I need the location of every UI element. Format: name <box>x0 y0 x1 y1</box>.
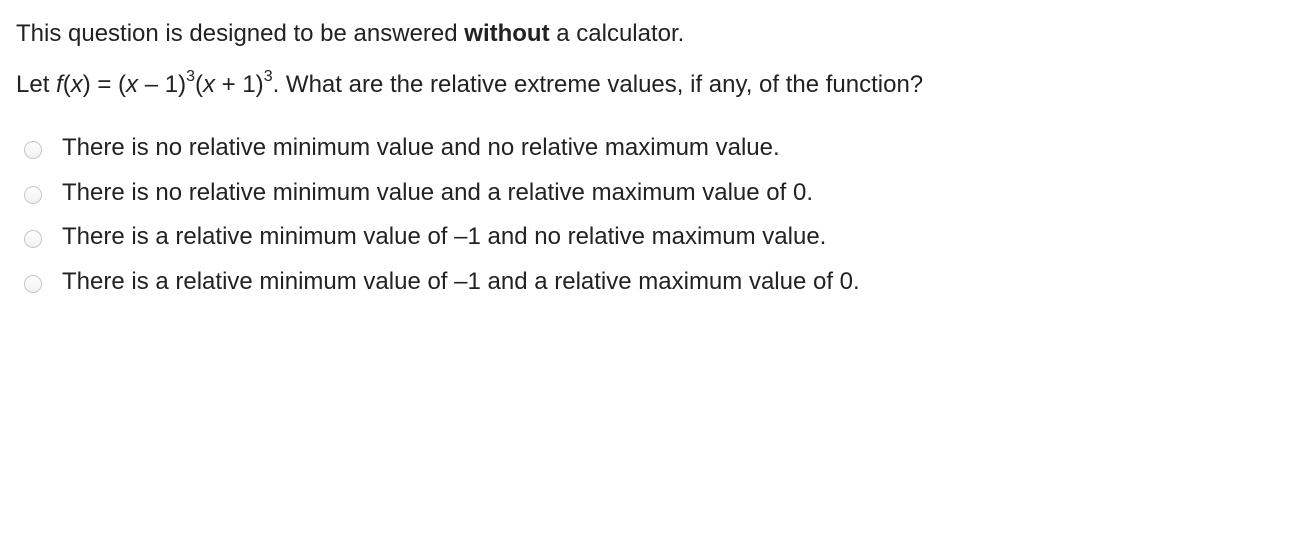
answer-choice-1[interactable] <box>24 126 860 171</box>
radio-button-icon[interactable] <box>24 230 42 248</box>
function-equals: ) = ( <box>82 71 127 98</box>
function-name: f <box>56 71 63 98</box>
radio-button-icon[interactable] <box>24 275 42 293</box>
answer-choice-label[interactable]: There is a relative minimum value of –1 and no relative maximum value. <box>62 223 827 251</box>
answer-choice-2[interactable] <box>24 171 860 216</box>
factor2-variable: x <box>202 71 215 98</box>
factor1-exponent: 3 <box>186 68 195 85</box>
radio-button-icon[interactable] <box>24 141 42 159</box>
instruction-suffix: a calculator. <box>549 20 685 47</box>
question-prompt <box>16 70 923 100</box>
answer-choice-label[interactable]: There is no relative minimum value and a relative maximum value of 0. <box>62 178 813 206</box>
factor2-rest: + 1) <box>214 71 264 98</box>
radio-button-icon[interactable] <box>24 186 42 204</box>
function-variable: x <box>70 71 83 98</box>
answer-choice-label[interactable]: There is no relative minimum value and no relative maximum value. <box>62 134 780 162</box>
calculator-instruction <box>16 19 684 49</box>
answer-choice-label[interactable]: There is a relative minimum value of –1 and a relative maximum value of 0. <box>62 267 860 295</box>
question-lead: Let <box>16 71 57 98</box>
factor2-open-paren: ( <box>194 71 203 98</box>
answer-choice-3[interactable] <box>24 215 860 260</box>
factor1-rest: – 1) <box>138 71 187 98</box>
factor2-exponent: 3 <box>263 68 273 85</box>
instruction-prefix: This question is designed to be answered <box>16 20 465 47</box>
instruction-emphasis: without <box>464 20 550 47</box>
answer-choices <box>24 126 860 304</box>
function-open-paren: ( <box>62 71 71 98</box>
answer-choice-4[interactable] <box>24 260 860 305</box>
factor1-variable: x <box>126 71 139 98</box>
question-tail: . What are the relative extreme values, if any, of the function? <box>272 71 924 98</box>
